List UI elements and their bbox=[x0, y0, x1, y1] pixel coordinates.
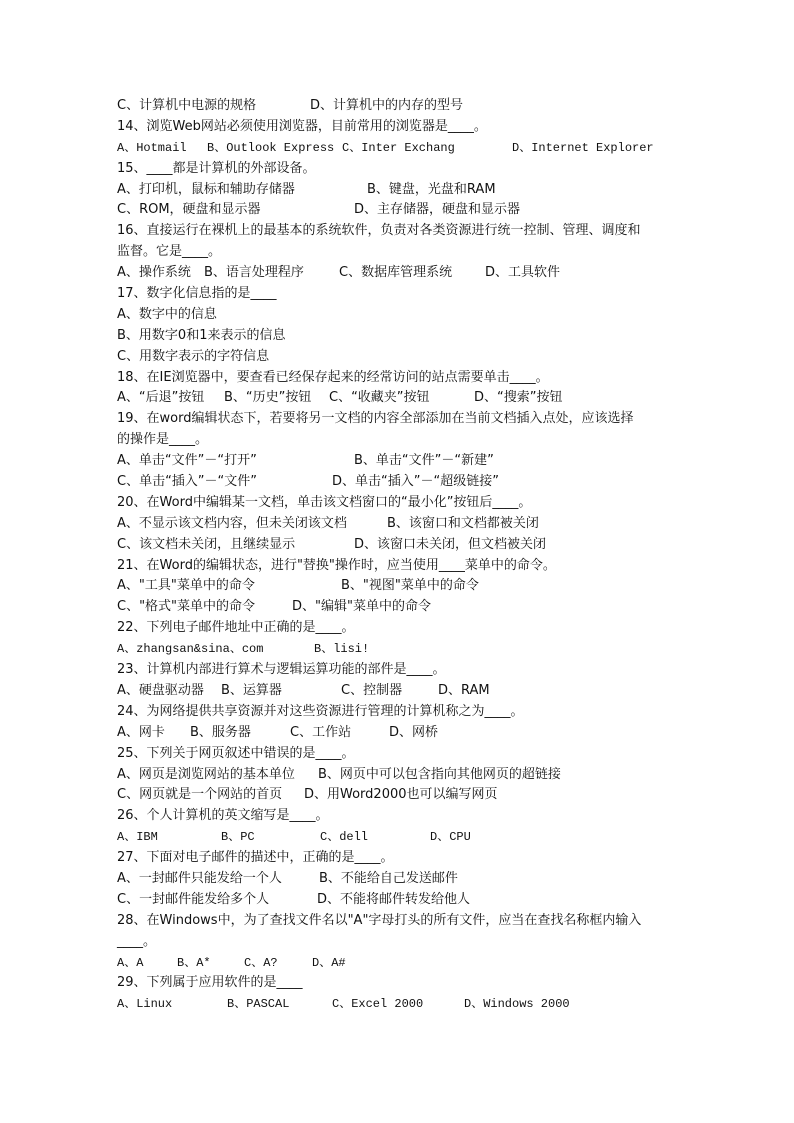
text-segment: 16、直接运行在裸机上的最基本的系统软件，负责对各类资源进行统一控制、管理、调度和 bbox=[117, 223, 641, 239]
text-line bbox=[117, 785, 697, 806]
text-segment: A、zhangsan&sina、com bbox=[117, 642, 264, 657]
text-segment: 25、下列关于网页叙述中错误的是____。 bbox=[117, 745, 355, 761]
text-segment: D、A# bbox=[312, 955, 346, 970]
text-segment: A、操作系统 bbox=[117, 265, 191, 281]
text-segment: D、CPU bbox=[430, 830, 471, 845]
text-segment: C、控制器 bbox=[341, 682, 403, 698]
text-line bbox=[117, 744, 697, 765]
text-segment: B、PASCAL bbox=[227, 997, 290, 1012]
text-line bbox=[117, 806, 697, 827]
text-segment: D、主存储器，硬盘和显示器 bbox=[354, 202, 521, 218]
text-line bbox=[117, 347, 697, 368]
text-segment: C、A? bbox=[244, 955, 278, 970]
text-segment: B、"视图"菜单中的命令 bbox=[341, 578, 479, 594]
text-line bbox=[117, 305, 697, 326]
text-line bbox=[117, 263, 697, 284]
text-segment: 18、在IE浏览器中，要查看已经保存起来的经常访问的站点需要单击____。 bbox=[117, 369, 549, 385]
text-segment: C、Inter Exchang bbox=[342, 140, 455, 155]
text-line bbox=[117, 409, 697, 430]
text-line bbox=[117, 493, 697, 514]
text-line bbox=[117, 200, 697, 221]
text-segment: A、"工具"菜单中的命令 bbox=[117, 578, 255, 594]
text-segment: B、服务器 bbox=[190, 724, 251, 740]
text-segment: 23、计算机内部进行算术与逻辑运算功能的部件是____。 bbox=[117, 662, 446, 678]
text-segment: 26、个人计算机的英文缩写是____。 bbox=[117, 808, 329, 824]
text-line bbox=[117, 681, 697, 702]
text-segment: C、ROM，硬盘和显示器 bbox=[117, 202, 261, 218]
text-segment: 24、为网络提供共享资源并对这些资源进行管理的计算机称之为____。 bbox=[117, 703, 524, 719]
text-line bbox=[117, 388, 697, 409]
text-segment: D、网桥 bbox=[389, 724, 439, 740]
text-segment: C、用数字表示的字符信息 bbox=[117, 348, 270, 364]
document-page bbox=[117, 96, 697, 1015]
text-segment: 监督。它是____。 bbox=[117, 244, 222, 260]
text-segment: C、网页就是一个网站的首页 bbox=[117, 787, 283, 803]
text-segment: B、Outlook Express bbox=[207, 140, 335, 155]
text-line bbox=[117, 890, 697, 911]
text-line bbox=[117, 326, 697, 347]
text-line bbox=[117, 284, 697, 305]
text-segment: C、"格式"菜单中的命令 bbox=[117, 599, 256, 615]
text-segment: 的操作是____。 bbox=[117, 432, 209, 448]
text-segment: 29、下列属于应用软件的是____ bbox=[117, 975, 303, 991]
text-line bbox=[117, 597, 697, 618]
text-line bbox=[117, 618, 697, 639]
text-line bbox=[117, 765, 697, 786]
text-segment: D、用Word2000也可以编写网页 bbox=[304, 787, 498, 803]
text-line bbox=[117, 911, 697, 932]
text-segment: C、该文档未关闭，且继续显示 bbox=[117, 536, 296, 552]
text-segment: B、PC bbox=[221, 830, 255, 845]
text-segment: D、单击“插入”－“超级链接” bbox=[332, 474, 499, 490]
text-line bbox=[117, 221, 697, 242]
text-segment: B、A* bbox=[177, 955, 211, 970]
text-segment: 27、下面对电子邮件的描述中，正确的是____。 bbox=[117, 850, 394, 866]
text-line bbox=[117, 556, 697, 577]
text-line bbox=[117, 639, 697, 660]
text-segment: D、Windows 2000 bbox=[464, 997, 570, 1012]
text-segment: A、数字中的信息 bbox=[117, 306, 217, 322]
text-segment: D、Internet Explorer bbox=[512, 140, 654, 155]
text-segment: 15、____都是计算机的外部设备。 bbox=[117, 160, 316, 176]
text-segment: C、一封邮件能发给多个人 bbox=[117, 891, 270, 907]
text-segment: B、运算器 bbox=[221, 682, 282, 698]
text-segment: C、单击“插入”－“文件” bbox=[117, 474, 258, 490]
text-line bbox=[117, 535, 697, 556]
text-line bbox=[117, 159, 697, 180]
text-line bbox=[117, 827, 697, 848]
text-line bbox=[117, 138, 697, 159]
text-line bbox=[117, 973, 697, 994]
text-line bbox=[117, 994, 697, 1015]
text-line bbox=[117, 660, 697, 681]
text-segment: B、lisi! bbox=[314, 642, 370, 657]
text-line bbox=[117, 368, 697, 389]
text-line bbox=[117, 514, 697, 535]
text-segment: 17、数字化信息指的是____ bbox=[117, 286, 277, 302]
text-segment: A、网页是浏览网站的基本单位 bbox=[117, 766, 295, 782]
text-segment: B、单击“文件”－“新建” bbox=[354, 453, 494, 469]
text-line bbox=[117, 472, 697, 493]
text-segment: A、A bbox=[117, 955, 144, 970]
text-line bbox=[117, 869, 697, 890]
text-segment: A、打印机，鼠标和辅助存储器 bbox=[117, 181, 295, 197]
text-segment: B、“历史”按钮 bbox=[224, 390, 312, 406]
text-segment: A、单击“文件”－“打开” bbox=[117, 453, 257, 469]
text-segment: 19、在word编辑状态下，若要将另一文档的内容全部添加在当前文档插入点处，应该选择 bbox=[117, 411, 634, 427]
text-segment: D、不能将邮件转发给他人 bbox=[317, 891, 471, 907]
text-segment: D、该窗口未关闭，但文档被关闭 bbox=[354, 536, 547, 552]
text-segment: C、计算机中电源的规格 bbox=[117, 98, 257, 113]
text-segment: B、用数字0和1来表示的信息 bbox=[117, 327, 286, 343]
text-segment: C、数据库管理系统 bbox=[339, 265, 453, 281]
text-segment: 21、在Word的编辑状态，进行"替换"操作时，应当使用____菜单中的命令。 bbox=[117, 557, 556, 573]
text-line bbox=[117, 242, 697, 263]
text-segment: C、dell bbox=[320, 830, 369, 845]
text-segment: ____。 bbox=[117, 933, 157, 949]
text-segment: B、不能给自己发送邮件 bbox=[319, 870, 458, 886]
text-segment: B、语言处理程序 bbox=[204, 265, 304, 281]
text-segment: B、网页中可以包含指向其他网页的超链接 bbox=[318, 766, 561, 782]
text-line bbox=[117, 953, 697, 974]
text-segment: D、工具软件 bbox=[485, 265, 561, 281]
text-segment: 22、下列电子邮件地址中正确的是____。 bbox=[117, 620, 355, 636]
text-segment: A、“后退”按钮 bbox=[117, 390, 205, 406]
text-line bbox=[117, 723, 697, 744]
text-segment: D、RAM bbox=[438, 682, 490, 698]
text-line bbox=[117, 702, 697, 723]
text-segment: A、IBM bbox=[117, 830, 158, 845]
text-segment: A、硬盘驱动器 bbox=[117, 682, 204, 698]
text-line bbox=[117, 576, 697, 597]
text-segment: 28、在Windows中，为了查找文件名以"A"字母打头的所有文件，应当在查找名称框内输入 bbox=[117, 912, 642, 928]
text-line bbox=[117, 932, 697, 953]
text-segment: B、键盘，光盘和RAM bbox=[367, 181, 496, 197]
text-segment: 14、浏览Web网站必须使用浏览器，目前常用的浏览器是____。 bbox=[117, 118, 487, 134]
text-segment: 20、在Word中编辑某一文档，单击该文档窗口的“最小化”按钮后____。 bbox=[117, 494, 532, 510]
text-segment: A、不显示该文档内容，但未关闭该文档 bbox=[117, 515, 347, 531]
text-segment: C、工作站 bbox=[290, 724, 352, 740]
text-line bbox=[117, 451, 697, 472]
text-segment: C、“收藏夹”按钮 bbox=[329, 390, 430, 406]
text-segment: A、Hotmail bbox=[117, 140, 187, 155]
text-line bbox=[117, 848, 697, 869]
text-segment: A、网卡 bbox=[117, 724, 165, 740]
text-segment: C、Excel 2000 bbox=[332, 997, 424, 1012]
text-segment: A、一封邮件只能发给一个人 bbox=[117, 870, 282, 886]
text-line bbox=[117, 430, 697, 451]
text-segment: D、"编辑"菜单中的命令 bbox=[292, 599, 431, 615]
text-segment: A、Linux bbox=[117, 997, 173, 1012]
text-segment: B、该窗口和文档都被关闭 bbox=[387, 515, 539, 531]
text-line bbox=[117, 180, 697, 201]
text-segment: D、计算机中的内存的型号 bbox=[310, 98, 464, 113]
text-line bbox=[117, 96, 697, 117]
text-segment: D、“搜索”按钮 bbox=[474, 390, 563, 406]
text-line bbox=[117, 117, 697, 138]
